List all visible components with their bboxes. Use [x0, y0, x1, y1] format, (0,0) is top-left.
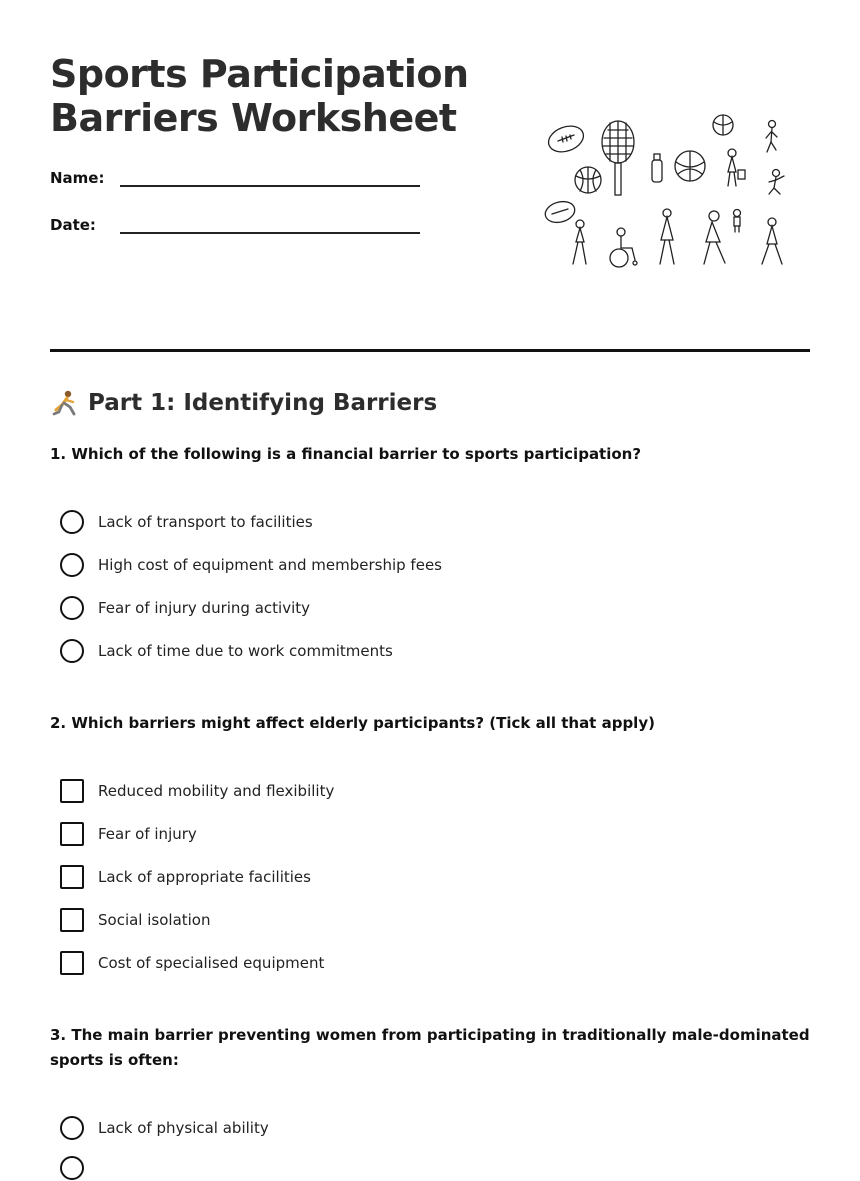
- volleyball-icon: [675, 151, 705, 181]
- option-label: Cost of specialised equipment: [98, 954, 325, 972]
- walking-person-icon-4: [762, 218, 782, 264]
- q1-option-4[interactable]: [60, 638, 393, 664]
- rugby-ball-icon-2: [543, 198, 577, 225]
- name-label: Name:: [50, 169, 105, 187]
- radio-button[interactable]: [60, 596, 84, 620]
- water-bottle-icon: [652, 154, 662, 182]
- option-label: High cost of equipment and membership fees: [98, 556, 442, 574]
- question-3: 3. The main barrier preventing women from participating in traditionally male-dominated sports is often:: [50, 1026, 810, 1069]
- checkbox[interactable]: [60, 908, 84, 932]
- question-1: 1. Which of the following is a financial barrier to sports participation?: [50, 445, 642, 463]
- child-figure-icon: [766, 121, 777, 153]
- radio-button[interactable]: [60, 1116, 84, 1140]
- option-label: Lack of appropriate facilities: [98, 868, 311, 886]
- radio-button[interactable]: [60, 1156, 84, 1180]
- date-label: Date:: [50, 216, 96, 234]
- basketball-icon: [575, 167, 601, 193]
- runner-icon: [50, 388, 80, 418]
- wheelchair-user-icon: [610, 228, 637, 267]
- option-label: Fear of injury: [98, 825, 197, 843]
- jumping-child-icon: [769, 170, 784, 195]
- q3-option-2-partial[interactable]: [60, 1155, 98, 1181]
- radio-button[interactable]: [60, 639, 84, 663]
- walking-person-icon-1: [573, 220, 586, 264]
- title-line-1: Sports Participation: [50, 52, 469, 96]
- date-line[interactable]: [120, 212, 420, 234]
- tennis-racket-icon: [602, 121, 634, 195]
- checkbox[interactable]: [60, 951, 84, 975]
- walking-person-icon-3: [704, 211, 725, 264]
- option-label: Lack of time due to work commitments: [98, 642, 393, 660]
- checkbox[interactable]: [60, 779, 84, 803]
- q3-option-1[interactable]: [60, 1115, 269, 1141]
- walking-person-icon-2: [660, 209, 674, 264]
- option-label: Lack of transport to facilities: [98, 513, 313, 531]
- q2-option-4[interactable]: [60, 907, 211, 933]
- q1-option-3[interactable]: [60, 595, 310, 621]
- q1-option-1[interactable]: [60, 509, 313, 535]
- q2-option-1[interactable]: [60, 778, 334, 804]
- q2-option-2[interactable]: [60, 821, 197, 847]
- radio-button[interactable]: [60, 553, 84, 577]
- title-line-2: Barriers Worksheet: [50, 96, 457, 140]
- date-field[interactable]: [50, 212, 420, 234]
- sports-people-illustration: [540, 110, 800, 275]
- q2-option-5[interactable]: [60, 950, 324, 976]
- radio-button[interactable]: [60, 510, 84, 534]
- rugby-ball-icon: [545, 122, 587, 157]
- part1-heading-text: Part 1: Identifying Barriers: [88, 390, 438, 416]
- person-with-bag-icon: [728, 149, 745, 186]
- option-label: Fear of injury during activity: [98, 599, 310, 617]
- question-2: 2. Which barriers might affect elderly participants? (Tick all that apply): [50, 714, 655, 732]
- name-field[interactable]: [50, 165, 420, 187]
- name-line[interactable]: [120, 165, 420, 187]
- q1-option-2[interactable]: [60, 552, 442, 578]
- q2-option-3[interactable]: [60, 864, 311, 890]
- ball-icon: [713, 115, 733, 135]
- worksheet-title: [50, 52, 469, 140]
- option-label: Social isolation: [98, 911, 211, 929]
- option-label: Reduced mobility and flexibility: [98, 782, 335, 800]
- checkbox[interactable]: [60, 865, 84, 889]
- small-child-icon: [734, 210, 741, 233]
- option-label: Lack of physical ability: [98, 1119, 269, 1137]
- checkbox[interactable]: [60, 822, 84, 846]
- divider: [50, 349, 810, 352]
- part1-heading: [50, 388, 437, 418]
